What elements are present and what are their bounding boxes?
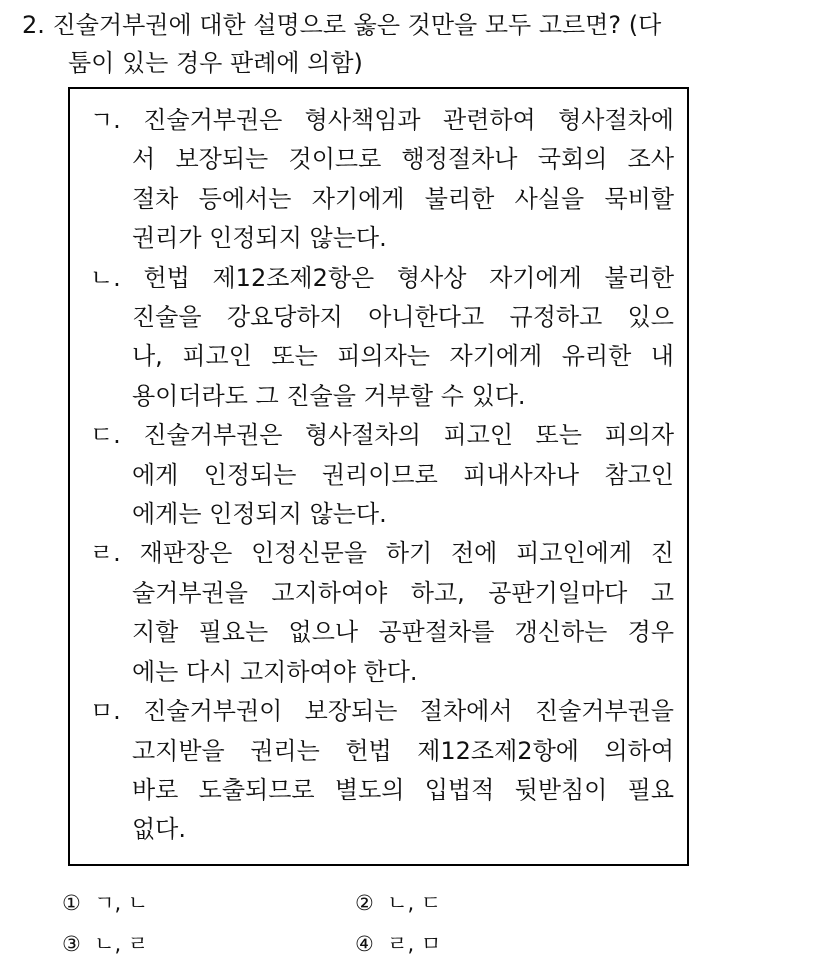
question-line-2: 툼이 있는 경우 판례에 의함): [68, 49, 363, 77]
statement-line: [90, 495, 674, 534]
statement-line: [90, 810, 674, 849]
statement-item: [90, 101, 674, 259]
statement-text: 에게는 인정되지 않는다.: [132, 500, 387, 529]
option-text: ㄹ, ㅁ: [387, 932, 442, 956]
statement-line: [90, 377, 674, 416]
statement-item: [90, 692, 674, 850]
statement-line: [90, 771, 674, 810]
option-number: ④: [355, 932, 374, 956]
statement-text: 재판장은 인정신문을 하기 전에 피고인에게 진: [139, 539, 674, 568]
statement-text: 진술을 강요당하지 아니한다고 규정하고 있으: [132, 303, 674, 332]
statement-line: [90, 692, 674, 731]
option-3[interactable]: [62, 928, 148, 958]
statement-item: [90, 259, 674, 417]
statement-line: [90, 456, 674, 495]
question-stem: [22, 6, 742, 82]
statement-text: 절차 등에서는 자기에게 불리한 사실을 묵비할: [132, 184, 674, 213]
statement-text: 바로 도출되므로 별도의 입법적 뒷받침이 필요: [132, 775, 674, 804]
statement-text: 헌법 제12조제2항은 형사상 자기에게 불리한: [143, 263, 674, 292]
option-2[interactable]: [355, 887, 441, 917]
statement-line: [90, 298, 674, 337]
statement-line: [90, 732, 674, 771]
statement-box: [68, 87, 689, 866]
statement-text: 고지받을 권리는 헌법 제12조제2항에 의하여: [132, 736, 674, 765]
statement-line: [90, 180, 674, 219]
option-1[interactable]: [62, 887, 148, 917]
option-text: ㄱ, ㄴ: [94, 891, 149, 915]
statement-line: [90, 219, 674, 258]
statement-text: 용이더라도 그 진술을 거부할 수 있다.: [132, 381, 526, 410]
statement-line: [90, 534, 674, 573]
statement-line: [90, 613, 674, 652]
statement-text: 진술거부권이 보장되는 절차에서 진술거부권을: [143, 697, 674, 726]
statement-line: [90, 574, 674, 613]
statement-label: ㅁ.: [90, 697, 121, 726]
statement-text: 에는 다시 고지하여야 한다.: [132, 657, 418, 686]
statement-item: [90, 416, 674, 534]
statement-label: ㄱ.: [90, 106, 121, 134]
statement-line: [90, 337, 674, 376]
statement-text: 나, 피고인 또는 피의자는 자기에게 유리한 내: [132, 342, 674, 371]
statement-label: ㄷ.: [90, 421, 121, 450]
option-number: ①: [62, 891, 81, 915]
statement-label: ㄴ.: [90, 263, 121, 292]
statement-line: [90, 259, 674, 298]
statement-line: [90, 101, 674, 140]
option-text: ㄴ, ㄹ: [94, 932, 149, 956]
statement-item: [90, 534, 674, 692]
statement-line: [90, 416, 674, 455]
option-text: ㄴ, ㄷ: [387, 891, 442, 915]
option-4[interactable]: [355, 928, 441, 958]
statement-text: 없다.: [132, 815, 186, 844]
option-number: ③: [62, 932, 81, 956]
statement-text: 술거부권을 고지하여야 하고, 공판기일마다 고: [132, 578, 674, 607]
statement-list: [90, 101, 674, 850]
statement-text: 에게 인정되는 권리이므로 피내사자나 참고인: [132, 460, 674, 489]
question-text: 진술거부권에 대한 설명으로 옳은 것만을 모두 고르면? (다: [52, 11, 662, 39]
option-number: ②: [355, 891, 374, 915]
question-line-1: [22, 6, 742, 44]
statement-text: 진술거부권은 형사절차의 피고인 또는 피의자: [143, 421, 674, 450]
statement-text: 진술거부권은 형사책임과 관련하여 형사절차에: [143, 106, 674, 134]
statement-text: 지할 필요는 없으나 공판절차를 갱신하는 경우: [132, 618, 674, 647]
question-number: 2.: [22, 11, 45, 39]
statement-text: 권리가 인정되지 않는다.: [132, 224, 387, 253]
statement-text: 서 보장되는 것이므로 행정절차나 국회의 조사: [132, 145, 674, 174]
statement-line: [90, 140, 674, 179]
statement-line: [90, 653, 674, 692]
statement-label: ㄹ.: [90, 539, 121, 568]
